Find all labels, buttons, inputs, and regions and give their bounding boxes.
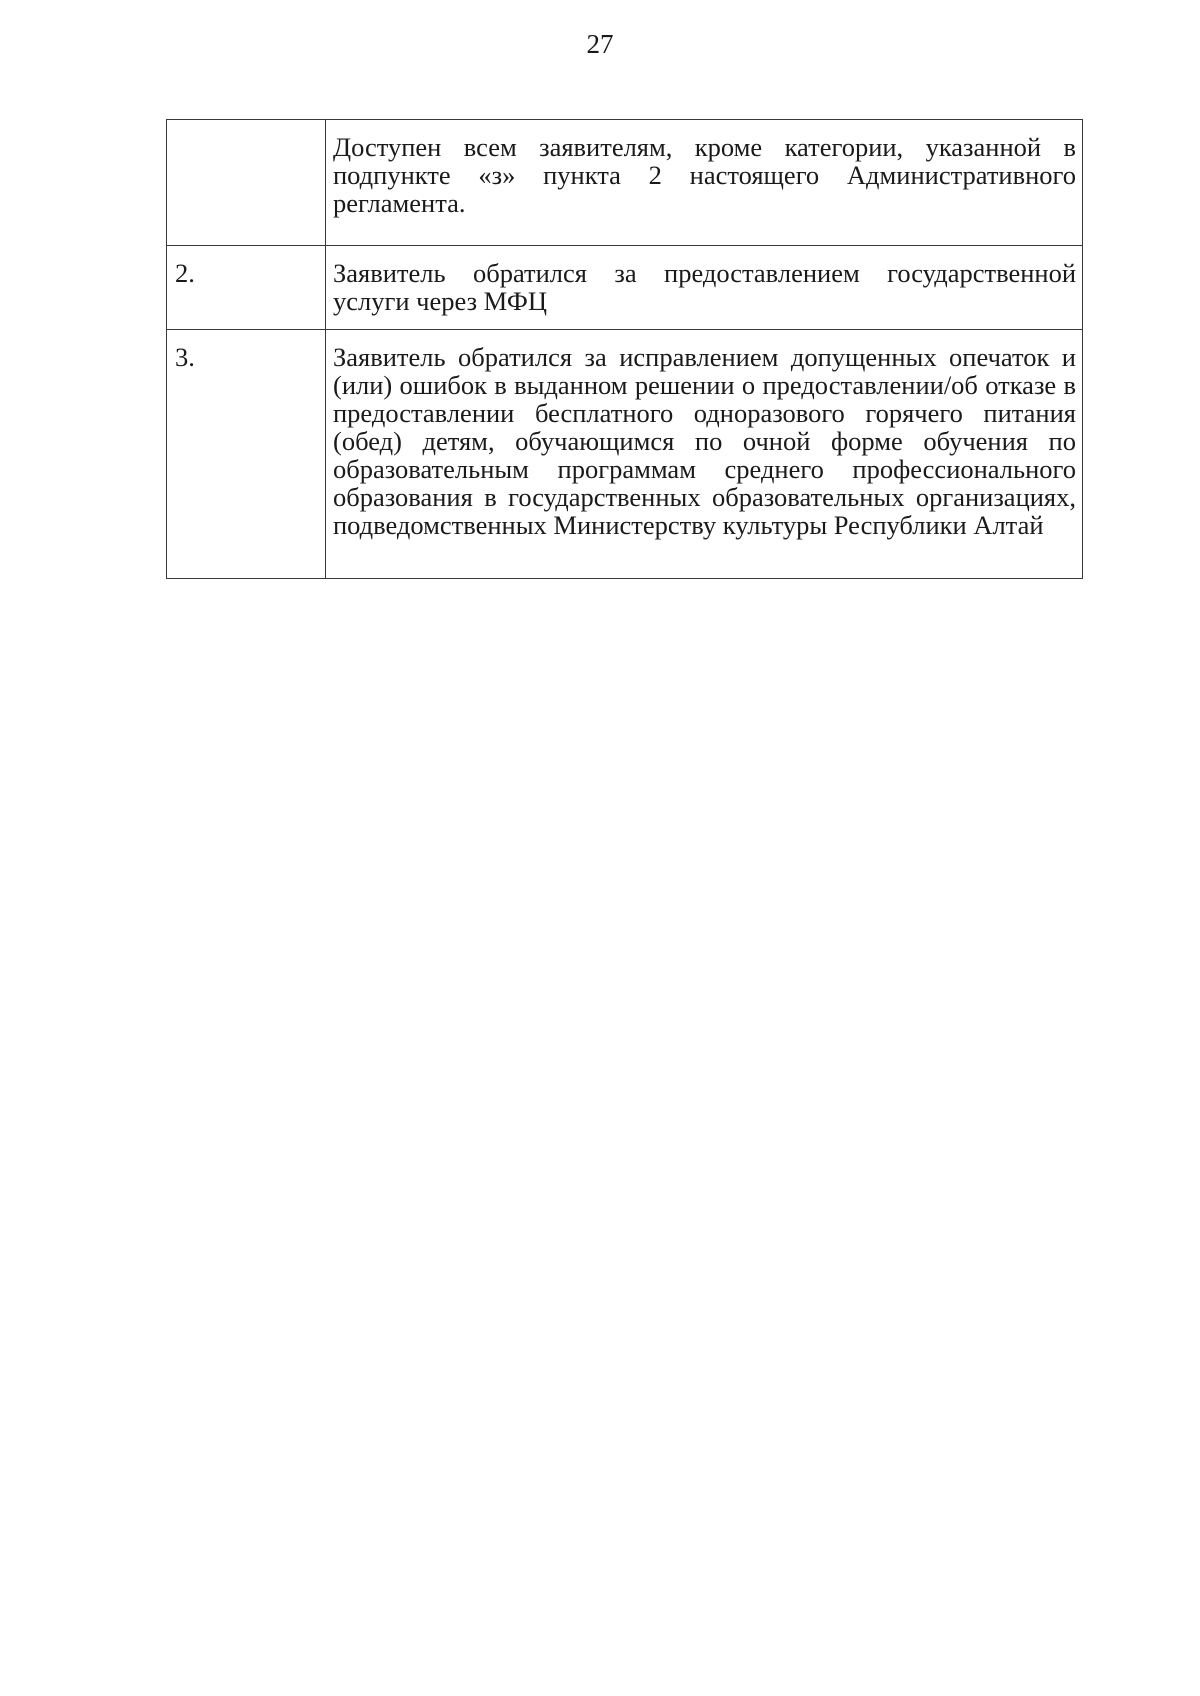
row-description-cell: Заявитель обратился за исправлением допущенных опечаток и (или) ошибок в выданном решении о предоставлении/об отказе в предоставлении бесплатного одноразового горячего питания (обед) детям, обучающимся по очной форме обучения по образовательным программам среднего профессионального образования в государственных образовательных организациях, подведомственных Министерству культуры Республики Алтай	[326, 330, 1083, 579]
table-row	[167, 330, 1083, 579]
row-number-cell	[167, 120, 326, 246]
row-number-cell: 3.	[167, 330, 326, 579]
row-description-cell: Доступен всем заявителям, кроме категории, указанной в подпункте «з» пункта 2 настоящего Административного регламента.	[326, 120, 1083, 246]
table-row	[167, 246, 1083, 330]
page-number: 27	[586, 29, 614, 59]
row-description-cell: Заявитель обратился за предоставлением государственной услуги через МФЦ	[326, 246, 1083, 330]
variants-table	[166, 119, 1083, 579]
table-row	[167, 120, 1083, 246]
row-number-cell: 2.	[167, 246, 326, 330]
